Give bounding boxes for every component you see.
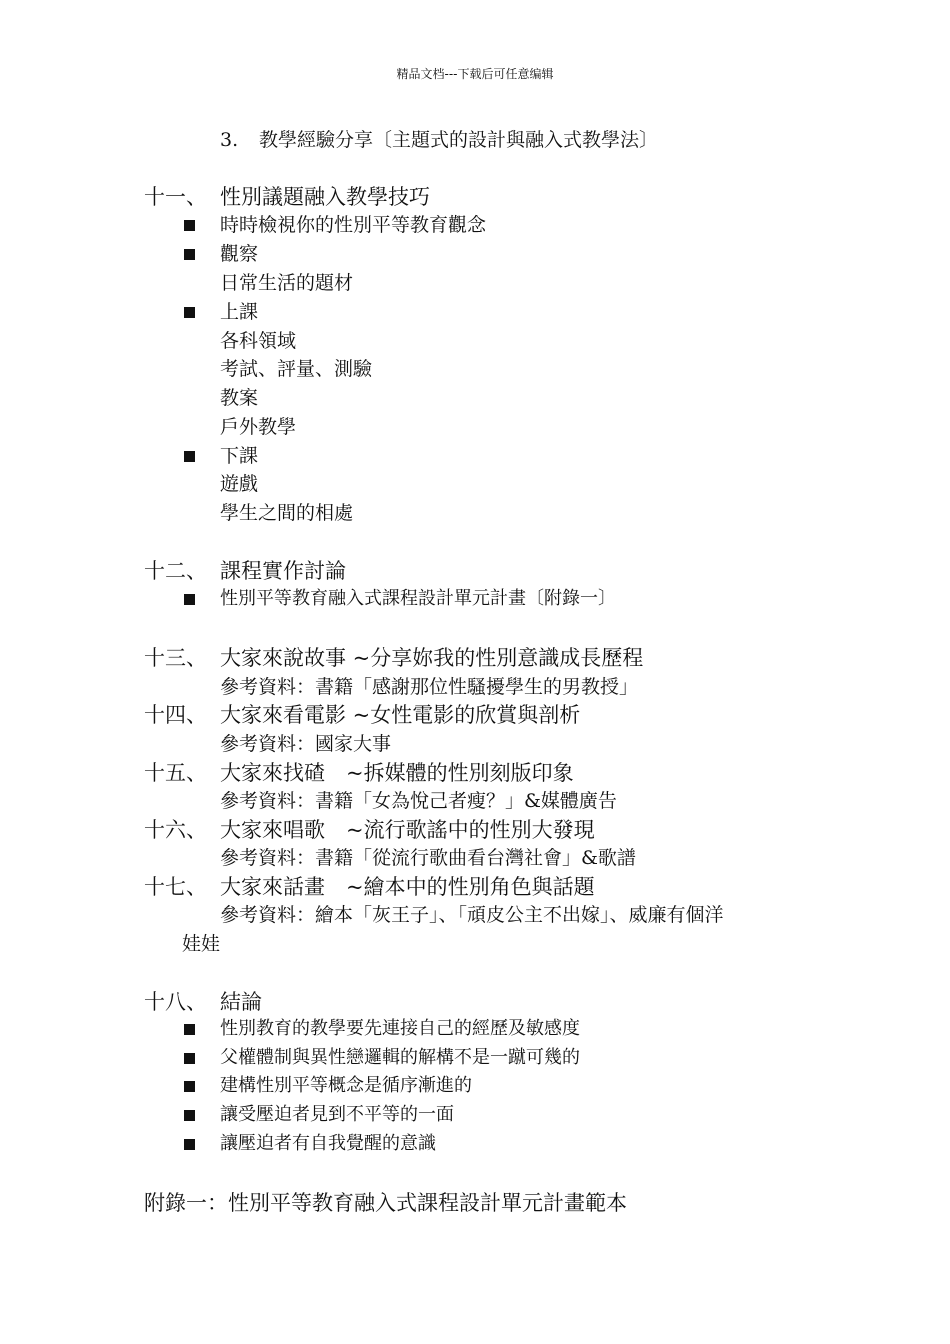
page-header: 精品文档---下载后可任意编辑 — [396, 67, 554, 81]
section-12-title: 課程實作討論 — [220, 559, 346, 583]
section-11-item: 時時檢視你的性別平等教育觀念 — [220, 214, 487, 236]
section-16-number: 十六、 — [144, 818, 207, 842]
bullet-icon — [184, 1110, 195, 1121]
section-18-title: 結論 — [220, 990, 262, 1014]
section-14-number: 十四、 — [144, 703, 207, 727]
bullet-icon — [184, 220, 195, 231]
section-11-subitem: 教案 — [220, 387, 259, 409]
section-13-title: 大家來說故事 ~分享妳我的性別意識成長歷程 — [220, 646, 644, 670]
section-17-reference: 參考資料：繪本「灰王子」、「頑皮公主不出嫁」、威廉有個洋 — [220, 904, 724, 926]
bullet-icon — [184, 1053, 195, 1064]
section-13-number: 十三、 — [144, 646, 207, 670]
appendix-title: 附錄一：性別平等教育融入式課程設計單元計畫範本 — [144, 1191, 627, 1215]
section-11-subitem: 學生之間的相處 — [220, 502, 354, 524]
section-11-item: 觀察 — [220, 243, 259, 265]
section-18-item: 讓壓迫者有自我覺醒的意識 — [220, 1133, 436, 1154]
section-11-title: 性別議題融入教學技巧 — [220, 185, 430, 209]
section-18-item: 性別教育的教學要先連接自己的經歷及敏感度 — [220, 1018, 580, 1039]
section-11-item: 下課 — [220, 445, 259, 467]
section-12-number: 十二、 — [144, 559, 207, 583]
section-11-subitem: 戶外教學 — [220, 416, 297, 438]
bullet-icon — [184, 1139, 195, 1150]
section-17-title: 大家來話畫 ~繪本中的性別角色與話題 — [220, 875, 595, 899]
section-14-title: 大家來看電影 ~女性電影的欣賞與剖析 — [220, 703, 581, 727]
section-18-item: 父權體制與異性戀邏輯的解構不是一蹴可幾的 — [220, 1047, 580, 1068]
bullet-icon — [184, 307, 195, 318]
section-11-subitem: 各科領域 — [220, 330, 297, 352]
section-18-item: 建構性別平等概念是循序漸進的 — [220, 1075, 472, 1096]
section-18-item: 讓受壓迫者見到不平等的一面 — [220, 1104, 454, 1125]
section-11-item: 上課 — [220, 301, 259, 323]
section-12-item: 性別平等教育融入式課程設計單元計畫〔附錄一〕 — [220, 588, 616, 609]
section-15-reference: 參考資料：書籍「女為悅己者瘦？」&媒體廣告 — [220, 790, 617, 812]
section-13-reference: 參考資料：書籍「感謝那位性騷擾學生的男教授」 — [220, 676, 639, 698]
section-16-title: 大家來唱歌 ~流行歌謠中的性別大發現 — [220, 818, 595, 842]
bullet-icon — [184, 594, 195, 605]
intro-text: 教學經驗分享〔主題式的設計與融入式教學法〕 — [259, 129, 659, 151]
section-17-reference-continued: 娃娃 — [182, 933, 221, 955]
section-18-number: 十八、 — [144, 990, 207, 1014]
bullet-icon — [184, 1081, 195, 1092]
intro-number: 3. — [220, 129, 239, 151]
section-16-reference: 參考資料：書籍「從流行歌曲看台灣社會」&歌譜 — [220, 847, 636, 869]
section-14-reference: 參考資料：國家大事 — [220, 733, 392, 755]
section-17-number: 十七、 — [144, 875, 207, 899]
bullet-icon — [184, 249, 195, 260]
section-11-number: 十一、 — [144, 185, 207, 209]
section-11-subitem: 考試、評量、測驗 — [220, 358, 373, 380]
bullet-icon — [184, 1024, 195, 1035]
section-11-subitem: 日常生活的題材 — [220, 272, 354, 294]
section-15-number: 十五、 — [144, 761, 207, 785]
section-11-subitem: 遊戲 — [220, 473, 259, 495]
section-15-title: 大家來找碴 ~拆媒體的性別刻版印象 — [220, 761, 574, 785]
bullet-icon — [184, 451, 195, 462]
